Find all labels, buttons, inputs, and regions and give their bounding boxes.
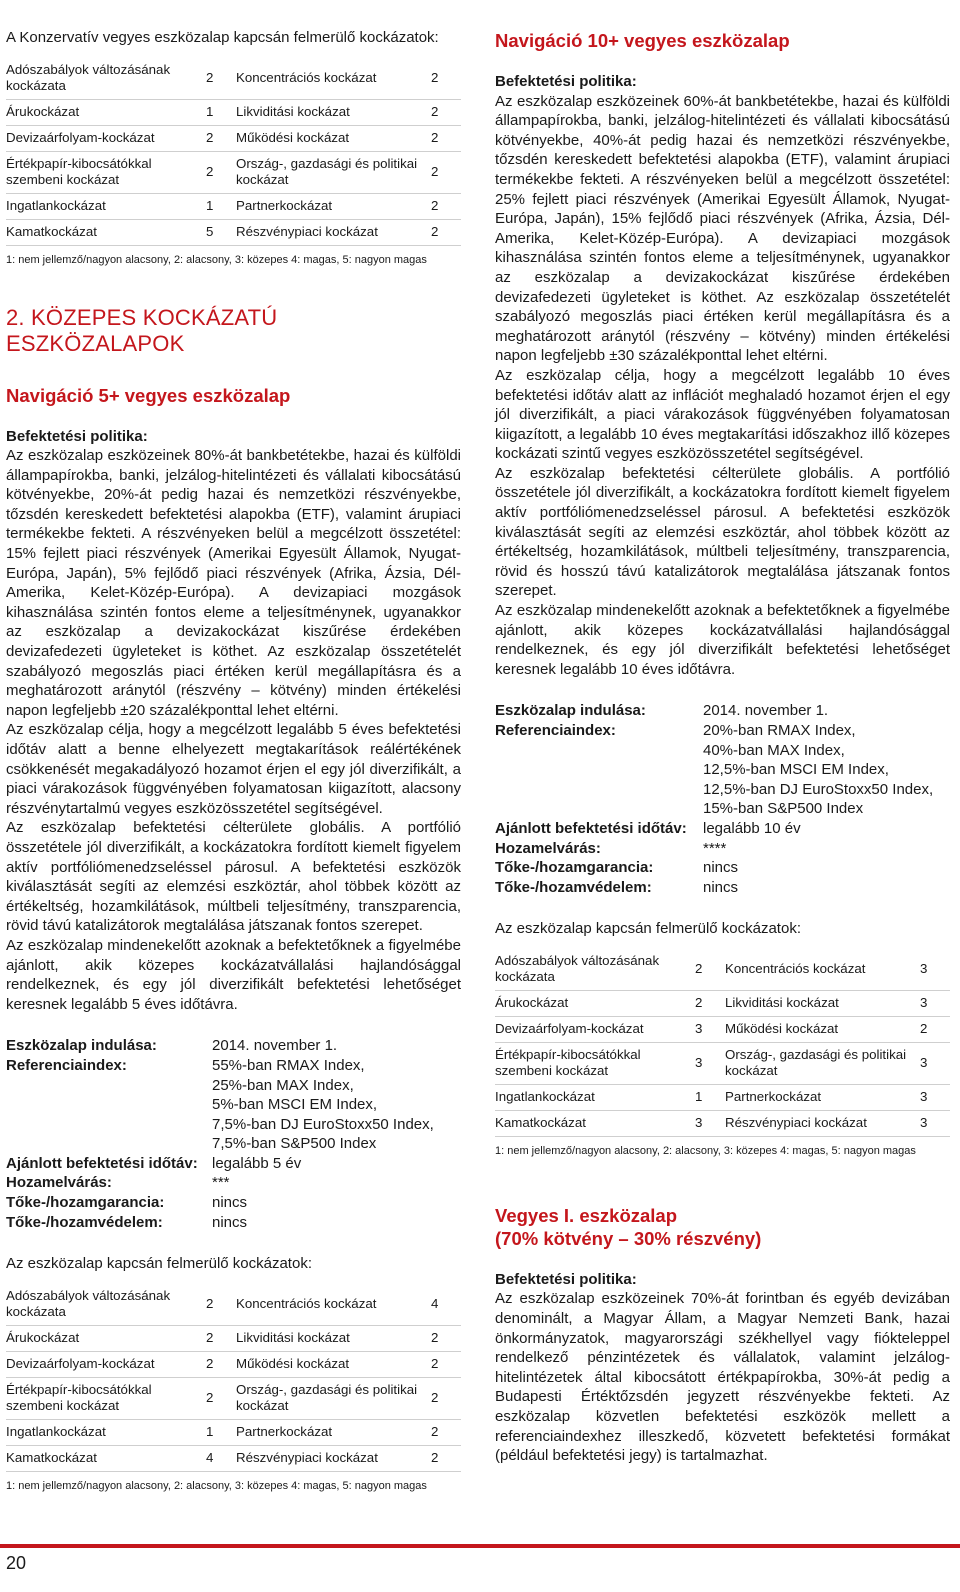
meta-value: legalább 10 év [703, 819, 801, 837]
table-row [6, 151, 461, 193]
risk-name: Adószabályok változásának kockázata [6, 1283, 204, 1325]
policy-paragraph: Az eszközalap befektetési célterülete globális. A portfólió összetétele jól diverzifikált, a kockázatokra fordított kiemelt figyelem aktív portfóliómenedzseléssel párosul. A befektetési eszközök kiválasztását segíti az elemzési eszköztár, ahol többek között az értékeltség, hozamkilátások, múltbeli teljesítmény, transzparencia, rövid és hosszú távú katalizátorok megtalálása játszanak fontos szerepet. [495, 464, 950, 600]
risk-value: 2 [204, 1351, 236, 1377]
meta-row [6, 1213, 457, 1233]
meta-key: Referenciaindex: [495, 722, 616, 739]
risk-scale-note: 1: nem jellemző/nagyon alacsony, 2: alacsony, 3: közepes 4: magas, 5: nagyon magas [495, 1144, 916, 1157]
risk-value: 3 [693, 1016, 725, 1042]
risk-name: Ország-, gazdasági és politikai kockázat [236, 1377, 429, 1419]
table-row [495, 1016, 950, 1042]
risk-scale-note: 1: nem jellemző/nagyon alacsony, 2: alacsony, 3: közepes 4: magas, 5: nagyon magas [6, 253, 427, 266]
table-row [6, 1419, 461, 1445]
meta-key: Ajánlott befektetési időtáv: [6, 1154, 198, 1172]
risk-name: Részvénypiaci kockázat [236, 1445, 429, 1471]
risk-value: 2 [429, 125, 461, 151]
table-row [6, 1325, 461, 1351]
footer-rule [0, 1544, 960, 1548]
risk-value: 1 [204, 1419, 236, 1445]
meta-value: 20%-ban RMAX Index, 40%-ban MAX Index, 12,5%-ban MSCI EM Index, 12,5%-ban DJ EuroStoxx50 Index, 15%-ban S&P500 Index [703, 722, 934, 818]
table-row [495, 1110, 950, 1136]
risk-name: Devizaárfolyam-kockázat [6, 125, 204, 151]
risk-name: Adószabályok változásának kockázata [6, 57, 204, 99]
risk-scale-note: 1: nem jellemző/nagyon alacsony, 2: alacsony, 3: közepes 4: magas, 5: nagyon magas [6, 1479, 427, 1492]
policy-paragraph: Az eszközalap célja, hogy a megcélzott legalább 10 éves befektetési időtáv alatt az inflációt meghaladó hozamot érjen el egy jól diverzifikált, a piaci várakozások függvényében folyamatosan kiigazított, a legalább 10 éves megtakarítási időszakhoz illő közepes kockázati szintű vegyes eszközösszetétel segítségével. [495, 366, 950, 463]
risk-name: Ingatlankockázat [495, 1084, 693, 1110]
risk-name: Partnerkockázat [236, 1419, 429, 1445]
meta-row [495, 839, 948, 859]
risk-value: 2 [429, 219, 461, 245]
right-column [495, 20, 950, 1466]
table-row [6, 57, 461, 99]
risk-value: 2 [204, 125, 236, 151]
risk-value: 2 [204, 151, 236, 193]
risk-name: Kamatkockázat [6, 219, 204, 245]
risk-value: 2 [429, 193, 461, 219]
risk-name: Értékpapír-kibocsátókkal szembeni kockázat [6, 151, 204, 193]
risk-name: Részvénypiaci kockázat [725, 1110, 918, 1136]
fund-title-vegyes-1 [495, 1204, 950, 1250]
risk-name: Likviditási kockázat [236, 99, 429, 125]
risk-value: 5 [204, 219, 236, 245]
policy-label: Befektetési politika: [6, 427, 148, 445]
risk-value: 2 [429, 1419, 461, 1445]
risk-value: 2 [693, 948, 725, 990]
meta-value: nincs [703, 859, 739, 877]
risk-name: Likviditási kockázat [236, 1325, 429, 1351]
meta-value: **** [703, 839, 727, 857]
fund-title-line: Vegyes I. eszközalap [495, 1204, 678, 1226]
risk-name: Kamatkockázat [6, 1445, 204, 1471]
risk-value: 2 [429, 1445, 461, 1471]
meta-row [495, 721, 948, 819]
risk-name: Működési kockázat [725, 1016, 918, 1042]
meta-value: 2014. november 1. [703, 702, 829, 720]
table-row [6, 99, 461, 125]
fund-title-navigacio-10: Navigáció 10+ vegyes eszközalap [495, 30, 790, 51]
meta-key: Tőke-/hozamvédelem: [6, 1213, 163, 1231]
risks-label: Az eszközalap kapcsán felmerülő kockázatok: [6, 1255, 312, 1273]
risk-value: 4 [204, 1445, 236, 1471]
meta-row [495, 858, 948, 878]
risk-name: Partnerkockázat [236, 193, 429, 219]
risk-name: Devizaárfolyam-kockázat [6, 1351, 204, 1377]
meta-key: Hozamelvárás: [6, 1174, 112, 1192]
risk-value: 3 [918, 1084, 950, 1110]
meta-value: nincs [703, 878, 739, 896]
risk-name: Koncentrációs kockázat [236, 57, 429, 99]
risk-value: 2 [429, 1351, 461, 1377]
table-row [495, 1042, 950, 1084]
fund-title-line: (70% kötvény – 30% részvény) [495, 1227, 762, 1249]
risks-label: Az eszközalap kapcsán felmerülő kockázatok: [495, 920, 801, 938]
table-row [6, 1377, 461, 1419]
risk-value: 2 [429, 99, 461, 125]
meta-row [6, 1154, 457, 1174]
risk-name: Devizaárfolyam-kockázat [495, 1016, 693, 1042]
risk-value: 3 [693, 1042, 725, 1084]
meta-key: Eszközalap indulása: [6, 1037, 157, 1055]
meta-key: Eszközalap indulása: [495, 702, 646, 720]
risk-name: Koncentrációs kockázat [236, 1283, 429, 1325]
meta-row [6, 1193, 457, 1213]
meta-value: nincs [212, 1194, 248, 1212]
meta-value: *** [212, 1174, 230, 1192]
risk-name: Árukockázat [495, 990, 693, 1016]
fund-meta-table [495, 701, 948, 897]
risk-value: 3 [693, 1110, 725, 1136]
risk-name: Értékpapír-kibocsátókkal szembeni kockázat [495, 1042, 693, 1084]
meta-key: Tőke-/hozamgarancia: [495, 859, 654, 877]
risk-value: 2 [204, 1377, 236, 1419]
page-number: 20 [6, 1553, 27, 1573]
meta-key: Ajánlott befektetési időtáv: [495, 819, 687, 837]
policy-paragraph: Az eszközalap mindenekelőtt azoknak a befektetőknek a figyelmébe ajánlott, akik közepes kockázatvállalási hajlandósággal rendelkeznek, és egy jól diverzifikált befektetési lehetőséget keresnek legalább 5 éves időtávra. [6, 936, 461, 1013]
risk-value: 3 [918, 990, 950, 1016]
meta-key: Hozamelvárás: [495, 839, 601, 857]
risk-value: 2 [204, 1325, 236, 1351]
risk-name: Ország-, gazdasági és politikai kockázat [725, 1042, 918, 1084]
table-row [495, 948, 950, 990]
meta-row [6, 1173, 457, 1193]
meta-row [6, 1036, 457, 1056]
risk-name: Működési kockázat [236, 125, 429, 151]
risk-name: Ország-, gazdasági és politikai kockázat [236, 151, 429, 193]
policy-paragraph: Az eszközalap eszközeinek 60%-át bankbetétekbe, hazai és külföldi állampapírokba, banki, jelzálog-hitelintézeti és vállalati kibocsátású kötvényekbe, 40%-át pedig hazai és nemzetközi részvényekbe, tőzsdén kereskedett befektetési alapokba (ETF), valamint árupiaci termékekbe fekteti. A részvényeken belül a megcélzott összetétel: 25% fejlett piaci részvények (Amerikai Egyesült Államok, Nyugat-Európa, Japán), 15% fejlődő piaci részvények (Afrika, Ázsia, Dél-Amerika, Kelet-Közép-Európa). A devizapiaci mozgások kihasználása szintén fontos eleme a teljesítménynek, ugyanakkor az eszközalap a devizakockázat kiszűrése érdekében devizafedezeti ügyleteket is köthet. Az eszközalap összetételét szabályozó megoszlás piaci értéken kerül megállapításra és a meghatározott aránytól (részvény – kötvény) minden értékelési napon legfeljebb ±30 százalékponttal lehet eltérni. [495, 92, 950, 365]
risk-table-navigacio-10 [495, 948, 950, 1137]
risk-name: Működési kockázat [236, 1351, 429, 1377]
section-title: 2. KÖZEPES KOCKÁZATÚ ESZKÖZALAPOK [6, 304, 278, 356]
table-row [495, 1084, 950, 1110]
meta-row [495, 701, 948, 721]
policy-paragraph: Az eszközalap célja, hogy a megcélzott legalább 5 éves befektetési időtáv alatt a benne elhelyezett megtakarítások reálértékének csökkenését megakadályozó hozamot érjen el egy jól diverzifikált, a piaci várakozások függvényében folyamatosan kiigazított, alacsony részvénytartalmú vegyes eszközösszetétel segítségével. [6, 721, 461, 817]
risk-value: 2 [693, 990, 725, 1016]
risk-value: 1 [693, 1084, 725, 1110]
table-row [6, 125, 461, 151]
meta-key: Referenciaindex: [6, 1056, 127, 1074]
left-column [6, 20, 461, 1493]
risk-value: 2 [429, 57, 461, 99]
policy-text [6, 446, 461, 1014]
risk-value: 3 [918, 1042, 950, 1084]
table-row [6, 193, 461, 219]
meta-row [495, 819, 948, 839]
meta-value: 55%-ban RMAX Index, 25%-ban MAX Index, 5%-ban MSCI EM Index, 7,5%-ban DJ EuroStoxx50 Index, 7,5%-ban S&P500 Index [212, 1056, 434, 1153]
fund-meta-table [6, 1036, 457, 1232]
table-row [6, 1283, 461, 1325]
risk-value: 1 [204, 99, 236, 125]
risk-name: Likviditási kockázat [725, 990, 918, 1016]
policy-text [495, 92, 950, 680]
risk-table-conservative [6, 57, 461, 246]
risk-value: 2 [204, 1283, 236, 1325]
risk-name: Partnerkockázat [725, 1084, 918, 1110]
table-row [6, 1445, 461, 1471]
policy-label: Befektetési politika: [495, 1270, 637, 1288]
meta-value: 2014. november 1. [212, 1037, 338, 1055]
meta-key: Tőke-/hozamgarancia: [6, 1194, 165, 1212]
risk-name: Árukockázat [6, 99, 204, 125]
risk-value: 1 [204, 193, 236, 219]
policy-paragraph: Az eszközalap mindenekelőtt azoknak a befektetőknek a figyelmébe ajánlott, akik közepes kockázatvállalási hajlandósággal rendelkeznek, és egy jól diverzifikált befektetési lehetőséget keresnek legalább 10 éves időtávra. [495, 602, 950, 678]
meta-key: Tőke-/hozamvédelem: [495, 878, 652, 896]
table-row [6, 219, 461, 245]
risk-name: Ingatlankockázat [6, 1419, 204, 1445]
policy-paragraph: Az eszközalap befektetési célterülete globális. A portfólió összetétele jól diverzifikált, a kockázatokra fordított kiemelt figyelem aktív portfóliómenedzseléssel párosul. A befektetési eszközök kiválasztását segíti az elemzési eszköztár, ahol többek között az értékeltség, hozamkilátások, múltbeli teljesítmény, transzparencia, rövid távú katalizátorok megtalálása játszanak fontos szerepet. [6, 819, 461, 935]
risk-table-navigacio-5 [6, 1283, 461, 1472]
risk-name: Részvénypiaci kockázat [236, 219, 429, 245]
risk-value: 4 [429, 1283, 461, 1325]
meta-value: legalább 5 év [212, 1154, 302, 1172]
risk-name: Ingatlankockázat [6, 193, 204, 219]
risk-intro-conservative: A Konzervatív vegyes eszközalap kapcsán felmerülő kockázatok: [6, 29, 439, 46]
meta-row [495, 878, 948, 898]
risk-name: Értékpapír-kibocsátókkal szembeni kockázat [6, 1377, 204, 1419]
risk-value: 3 [918, 948, 950, 990]
risk-name: Árukockázat [6, 1325, 204, 1351]
table-row [495, 990, 950, 1016]
risk-name: Koncentrációs kockázat [725, 948, 918, 990]
risk-value: 2 [918, 1016, 950, 1042]
risk-value: 3 [918, 1110, 950, 1136]
meta-value: nincs [212, 1213, 248, 1231]
risk-value: 2 [429, 1377, 461, 1419]
policy-paragraph: Az eszközalap eszközeinek 80%-át bankbetétekbe, hazai és külföldi állampapírokba, banki, jelzálog-hitelintézeti és vállalati kibocsátású kötvényekbe, 20%-át pedig hazai és nemzetközi részvényekbe, tőzsdén kereskedett befektetési alapokba (ETF), valamint árupiaci termékekbe fekteti. A részvényeken belül a megcélzott összetétel: 15% fejlett piaci részvények (Amerikai Egyesült Államok, Nyugat-Európa, Japán), 5% fejlődő piaci részvények (Afrika, Ázsia, Dél-Amerika, Kelet-Közép-Európa). A devizapiaci mozgások kihasználása szintén fontos eleme a teljesítménynek, ugyanakkor az eszközalap a devizakockázat kiszűrése érdekében devizafedezeti ügyleteket is köthet. Az eszközalap összetételét szabályozó megoszlás piaci értéken kerül megállapításra és a meghatározott aránytól (részvény – kötvény) minden értékelési napon legfeljebb ±20 százalékponttal lehet eltérni. [6, 447, 461, 719]
fund-title-navigacio-5: Navigáció 5+ vegyes eszközalap [6, 384, 291, 406]
risk-name: Kamatkockázat [495, 1110, 693, 1136]
risk-name: Adószabályok változásának kockázata [495, 948, 693, 990]
risk-value: 2 [204, 57, 236, 99]
meta-row [6, 1056, 457, 1154]
policy-label: Befektetési politika: [495, 73, 637, 90]
risk-value: 2 [429, 1325, 461, 1351]
table-row [6, 1351, 461, 1377]
risk-value: 2 [429, 151, 461, 193]
policy-paragraph: Az eszközalap eszközeinek 70%-át forintban és egyéb devizában denominált, a Magyar Állam, a Magyar Nemzeti Bank, hazai önkormányzatok, magyarországi székhellyel vagy fiókteleppel rendelkező pénzintézetek és vállalatok, valamint jelzálog-hitelintézetek által kibocsátott értékpapírokba, 30%-át pedig a Budapesti Értéktőzsdén jegyzett részvényekbe fekteti. Az eszközalap közvetlen befektetési eszközök mellett a referenciaindexhez illeszkedő, közvetett befektetési formákat (például befektetési jegy) is tartalmazhat. [495, 1290, 950, 1465]
